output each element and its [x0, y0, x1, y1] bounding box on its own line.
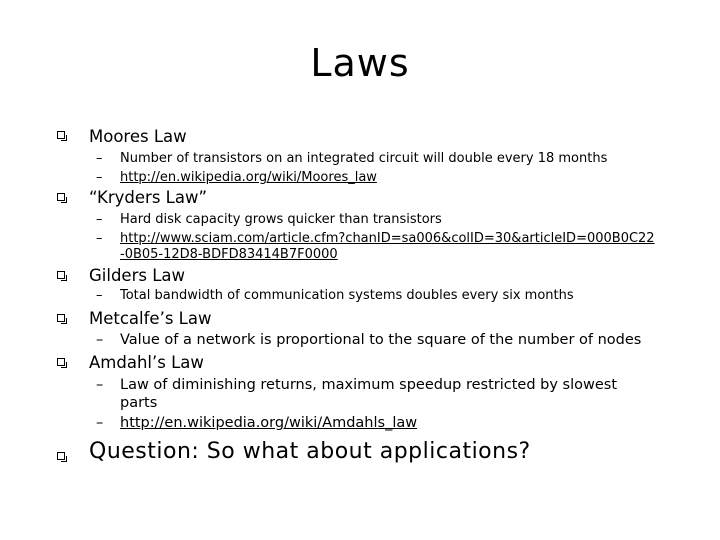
bullet-marker-icon: [57, 193, 65, 201]
sub-bullet-text: Hard disk capacity grows quicker than transistors: [120, 212, 442, 227]
bullet-marker-icon: [57, 271, 65, 279]
sub-bullet-marker: –: [96, 288, 103, 303]
kryders-law-link-continued[interactable]: -0B05-12D8-BDFD83414B7F0000: [120, 247, 338, 262]
sub-bullet-marker: –: [96, 151, 103, 166]
kryders-law-link[interactable]: http://www.sciam.com/article.cfm?chanID=sa006&colID=30&articleID=000B0C22: [120, 231, 655, 246]
sub-bullet-marker: –: [96, 212, 103, 227]
sub-bullet-marker: –: [96, 415, 104, 431]
bullet-marker-icon: [57, 452, 65, 460]
bullet-heading: Gilders Law: [89, 266, 186, 285]
sub-bullet-text: Total bandwidth of communication systems doubles every six months: [120, 288, 574, 303]
bullet-heading: Amdahl’s Law: [89, 353, 204, 372]
sub-bullet-marker: –: [96, 332, 104, 348]
bullet-marker-icon: [57, 314, 65, 322]
slide-title: Laws: [310, 41, 410, 85]
amdahls-law-link[interactable]: http://en.wikipedia.org/wiki/Amdahls_law: [120, 415, 418, 431]
moores-law-link[interactable]: http://en.wikipedia.org/wiki/Moores_law: [120, 170, 377, 185]
bullet-marker-icon: [57, 131, 65, 139]
bullet-heading: Metcalfe’s Law: [89, 309, 212, 328]
question-heading: Question: So what about applications?: [89, 439, 531, 464]
sub-bullet-text: Number of transistors on an integrated circuit will double every 18 months: [120, 151, 608, 166]
sub-bullet-text-continued: parts: [120, 395, 158, 411]
sub-bullet-marker: –: [96, 231, 103, 246]
sub-bullet-text: Law of diminishing returns, maximum speedup restricted by slowest: [120, 377, 618, 393]
sub-bullet-text: Value of a network is proportional to the square of the number of nodes: [120, 332, 642, 348]
sub-bullet-marker: –: [96, 170, 103, 185]
bullet-heading: Moores Law: [89, 127, 187, 146]
bullet-heading: “Kryders Law”: [89, 188, 208, 207]
bullet-marker-icon: [57, 358, 65, 366]
sub-bullet-marker: –: [96, 377, 104, 393]
